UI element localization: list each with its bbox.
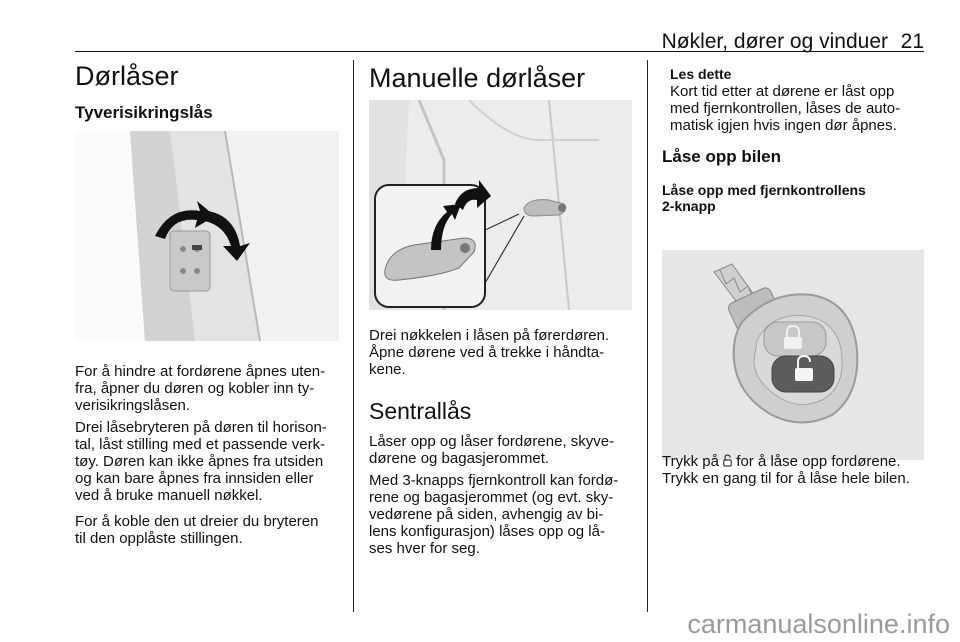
section-heading-door-locks: Dørlåser [75,61,179,91]
door-handle-illustration [369,100,632,310]
header-rule [75,51,924,52]
paragraph-press-unlock: Trykk på for å låse opp fordørene. Trykk en gang til for å låse hele bilen. [662,453,910,487]
figure-2-button-key [662,250,924,460]
paragraph-anti-theft-intro: For å hindre at fordørene åpnes uten- fra, åpner du døren og kobler inn ty- verisikringslåsen. [75,363,326,414]
paragraph-turn-switch: Drei låsebryteren på døren til horison- tal, låst stilling med et passende verk- tøy. Døren kan ikke åpnes fra utsiden og kan bare åpnes fra innsiden eller ved å bruke manuell nøkkel. [75,419,327,504]
watermark-text: carmanualsonline.info [687,609,950,639]
page-number: 21 [900,30,924,53]
section-heading-manual-locks: Manuelle dørlåser [369,63,586,93]
heading-unlock-car: Låse opp bilen [662,147,782,166]
running-header-title: Nøkler, dører og vinduer [661,30,888,53]
section-heading-central-lock: Sentrallås [369,398,472,424]
caption-manual-locks: Drei nøkkelen i låsen på førerdøren. Åpne dørene ved å trekke i håndta- kene. [369,327,610,378]
subheading-2-button-remote: Låse opp med fjernkontrollens 2-knapp [662,182,866,214]
remote-key-illustration [662,250,924,460]
paragraph-disable-lock: For å koble den ut dreier du bryteren til den opplåste stillingen. [75,513,319,547]
unlock-symbol-icon [723,454,732,467]
paragraph-central-lock-intro: Låser opp og låser fordørene, skyve- dørene og bagasjerommet. [369,433,615,467]
figure-door-lock-switch [75,131,339,341]
paragraph-3-button-remote: Med 3-knapps fjernkontroll kan fordø- rene og bagasjerommet (og evt. sky- vedørene på siden, avhengig av bi- lens konfigurasjon) låses opp og lå- ses hver for seg. [369,472,619,557]
column-divider-1 [353,60,354,612]
note-title: Les dette [670,66,732,82]
note-text: Kort tid etter at dørene er låst opp med fjernkontrollen, låses de auto- matisk igjen hvis ingen dør åpnes. [670,83,901,134]
figure-manual-door-lock [369,100,632,310]
door-lock-illustration [75,131,339,341]
subheading-anti-theft-lock: Tyverisikringslås [75,103,213,122]
column-divider-2 [647,60,648,612]
